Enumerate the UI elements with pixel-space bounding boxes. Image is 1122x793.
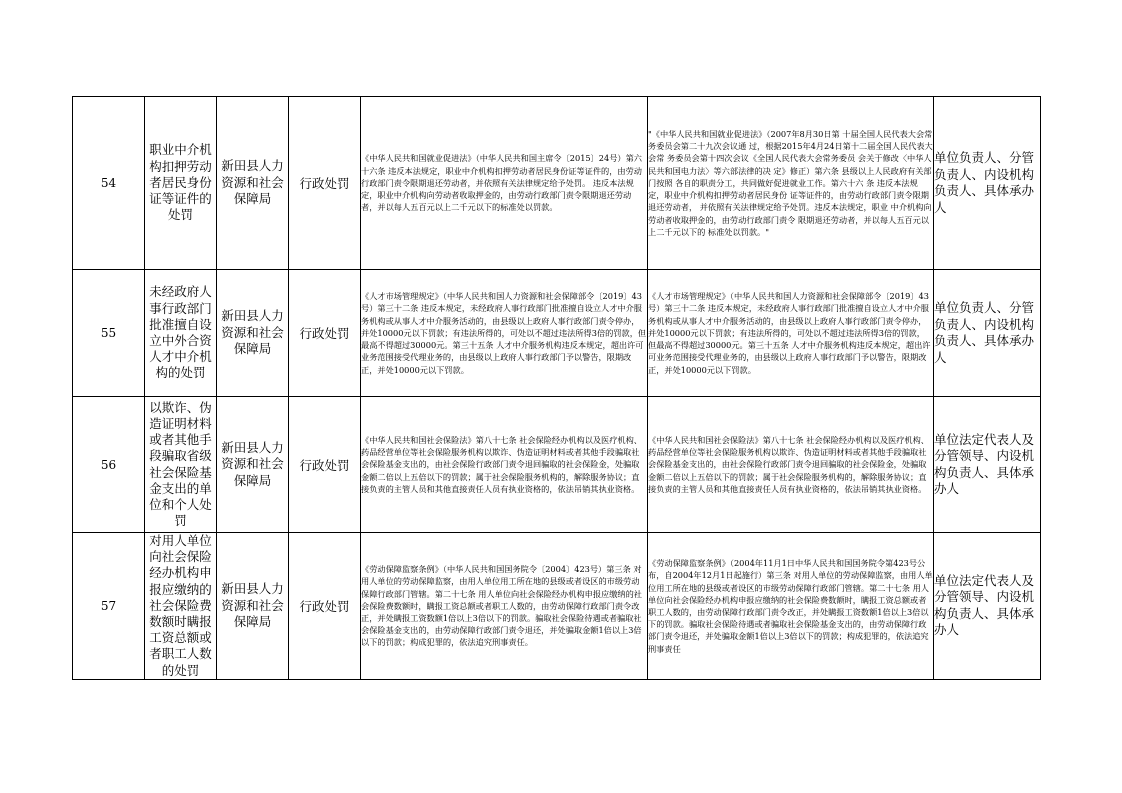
legal-basis-full: 《劳动保障监察条例》（2004年11月1日中华人民共和国国务院令第423号公布，自2004年12月1日起施行）第三条 对用人单位的劳动保障监察，由用人单位用工所在地的县级或者设区的市级劳动保障行政部门管辖。第二十七条 用人单位向社会保险经办机构申报应缴纳的社会保险费数额时，瞒报工资总额或者职工人数的，由劳动保障行政部门责令改正，并处瞒报工资数额1倍以上3倍以下的罚款。骗取社会保险待遇或者骗取社会保险基金支出的，由劳动保障行政部门责令退还，并处骗取金额1倍以上3倍以下的罚款；构成犯罪的，依法追究刑事责任: [648, 533, 934, 680]
legal-basis-full: "《中华人民共和国就业促进法》（2007年8月30日第 十届全国人民代表大会常务委员会第二十九次会议通 过，根据2015年4月24日第十二届全国人民代表大会常 务委员会第十四次会议《全国人民代表大会常务委员 会关于修改〈中华人民共和国电力法〉等六部法律的决 定》修正）第六条 县级以上人民政府有关部门按照 各自的职责分工，共同做好促进就业工作。第六十六 条 违反本法规定，职业中介机构扣押劳动者居民身份 证等证件的，由劳动行政部门责令限期退还劳动者， 并依照有关法律规定给予处罚。违反本法规定，职业 中介机构向劳动者收取押金的，由劳动行政部门责令 限期退还劳动者，并以每人五百元以上二千元以下的 标准处以罚款。": [648, 97, 934, 270]
legal-basis-full: 《中华人民共和国社会保险法》第八十七条 社会保险经办机构以及医疗机构、药品经营单位等社会保险服务机构以欺诈、伪造证明材料或者其他手段骗取社会保险基金支出的，由社会保险行政部门责令退回骗取的社会保险金，处骗取金额二倍以上五倍以下的罚款；属于社会保险服务机构的，解除服务协议；直接负责的主管人员和其他直接责任人员有执业资格的，依法吊销其执业资格。: [648, 397, 934, 533]
table-row: [73, 270, 1041, 397]
legal-basis: 《中华人民共和国社会保险法》第八十七条 社会保险经办机构以及医疗机构、药品经营单位等社会保险服务机构以欺诈、伪造证明材料或者其他手段骗取社会保险基金支出的，由社会保险行政部门责令退回骗取的社会保险金，处骗取金额二倍以上五倍以下的罚款；属于社会保险服务机构的，解除服务协议；直接负责的主管人员和其他直接责任人员有执业资格的，依法吊销其执业资格。: [361, 397, 648, 533]
row-number: 57: [73, 533, 145, 680]
responsible-persons: 单位法定代表人及分管领导、内设机构负责人、具体承办人: [934, 397, 1041, 533]
item-name: 对用人单位向社会保险经办机构申报应缴纳的社会保险费数额时瞒报工资总额或者职工人数的处罚: [145, 533, 217, 680]
department: 新田县人力资源和社会保障局: [217, 97, 289, 270]
penalty-table: [72, 96, 1041, 680]
legal-basis: 《中华人民共和国就业促进法》（中华人民共和国主席令〔2015〕24号）第六十六条 违反本法规定，职业中介机构扣押劳动者居民身份证等证件的，由劳动行政部门责令限期退还劳动者，并依照有关法律规定给予处罚。 违反本法规定，职业中介机构向劳动者收取押金的，由劳动行政部门责令限期退还劳动者，并以每人五百元以上二千元以下的标准处以罚款。: [361, 97, 648, 270]
row-number: 56: [73, 397, 145, 533]
department: 新田县人力资源和社会保障局: [217, 533, 289, 680]
department: 新田县人力资源和社会保障局: [217, 270, 289, 397]
penalty-type: 行政处罚: [289, 97, 361, 270]
penalty-type: 行政处罚: [289, 270, 361, 397]
item-name: 职业中介机构扣押劳动者居民身份证等证件的处罚: [145, 97, 217, 270]
legal-basis: 《人才市场管理规定》（中华人民共和国人力资源和社会保障部令〔2019〕43号）第三十二条 违反本规定，未经政府人事行政部门批准擅自设立人才中介服务机构或从事人才中介服务活动的，由县级以上政府人事行政部门责令停办，并处10000元以下罚款；有违法所得的，可处以不超过违法所得3倍的罚款，但最高不得超过30000元。第三十五条 人才中介服务机构违反本规定，超出许可业务范围接受代理业务的，由县级以上政府人事行政部门予以警告，限期改正，并处10000元以下罚款。: [361, 270, 648, 397]
responsible-persons: 单位负责人、分管负责人、内设机构负责人、具体承办人: [934, 270, 1041, 397]
table-row: [73, 397, 1041, 533]
responsible-persons: 单位负责人、分管负责人、内设机构负责人、具体承办人: [934, 97, 1041, 270]
row-number: 55: [73, 270, 145, 397]
row-number: 54: [73, 97, 145, 270]
penalty-type: 行政处罚: [289, 397, 361, 533]
department: 新田县人力资源和社会保障局: [217, 397, 289, 533]
item-name: 未经政府人事行政部门批准擅自设立中外合资人才中介机构的处罚: [145, 270, 217, 397]
item-name: 以欺诈、伪造证明材料或者其他手段骗取省级社会保险基金支出的单位和个人处罚: [145, 397, 217, 533]
legal-basis: 《劳动保障监察条例》（中华人民共和国国务院令〔2004〕423号）第三条 对用人单位的劳动保障监察，由用人单位用工所在地的县级或者设区的市级劳动保障行政部门管辖。第二十七条 用人单位向社会保险经办机构申报应缴纳的社会保险费数额时，瞒报工资总额或者职工人数的，由劳动保障行政部门责令改正，并处瞒报工资数额1倍以上3倍以下的罚款。骗取社会保险待遇或者骗取社会保险基金支出的，由劳动保障行政部门责令退还，并处骗取金额1倍以上3倍以下的罚款；构成犯罪的，依法追究刑事责任。: [361, 533, 648, 680]
legal-basis-full: 《人才市场管理规定》（中华人民共和国人力资源和社会保障部令〔2019〕43号）第三十二条 违反本规定，未经政府人事行政部门批准擅自设立人才中介服务机构或从事人才中介服务活动的，由县级以上政府人事行政部门责令停办，并处10000元以下罚款；有违法所得的，可处以不超过违法所得3倍的罚款，但最高不得超过30000元。第三十五条 人才中介服务机构违反本规定，超出许可业务范围接受代理业务的，由县级以上政府人事行政部门予以警告，限期改正，并处10000元以下罚款。: [648, 270, 934, 397]
table-row: [73, 97, 1041, 270]
responsible-persons: 单位法定代表人及分管领导、内设机构负责人、具体承办人: [934, 533, 1041, 680]
table-row: [73, 533, 1041, 680]
penalty-type: 行政处罚: [289, 533, 361, 680]
